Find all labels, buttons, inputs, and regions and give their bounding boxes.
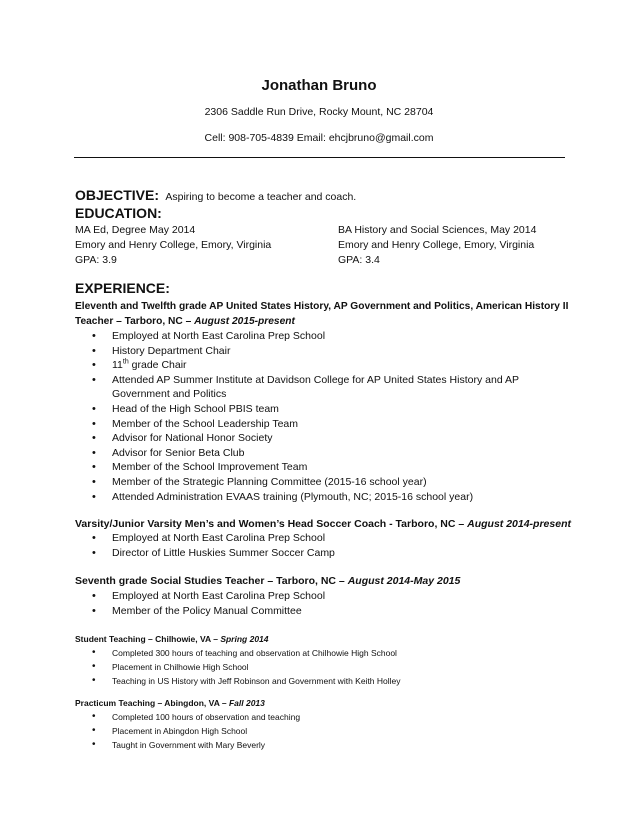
job-bullets — [92, 329, 522, 504]
experience-heading: EXPERIENCE: — [75, 280, 170, 296]
job-bullets — [92, 646, 401, 689]
job-date: August 2014-present — [467, 518, 571, 530]
job-title — [75, 300, 568, 329]
job-title — [75, 574, 460, 589]
candidate-name: Jonathan Bruno — [261, 77, 377, 94]
job-title-line: Student Teaching – Chilhowie, VA – — [75, 634, 221, 644]
contact-line: Cell: 908-705-4839 Email: ehcjbruno@gmail.com — [204, 132, 434, 144]
objective-heading: OBJECTIVE: — [75, 187, 160, 203]
grade-number: 11 — [112, 359, 123, 372]
address-line: 2306 Saddle Run Drive, Rocky Mount, NC 28704 — [204, 106, 434, 118]
education-gpa: GPA: 3.4 — [338, 254, 380, 266]
list-item: • History Department Chair — [92, 344, 522, 359]
list-item: • Member of the School Leadership Team — [92, 417, 522, 432]
grade-label: grade Chair — [131, 359, 187, 372]
job-bullets — [92, 589, 325, 618]
job-date: August 2014-May 2015 — [347, 575, 461, 587]
grade-suffix: th — [122, 358, 129, 366]
job-bullets — [92, 710, 300, 753]
job-title-line: Eleventh and Twelfth grade AP United States History, AP Government and Politics, American History II — [75, 301, 569, 312]
list-item: • Attended AP Summer Institute at Davidson College for AP United States History and AP Government and Politics — [92, 373, 522, 402]
list-item: • Director of Little Huskies Summer Soccer Camp — [92, 546, 335, 561]
list-item: • Placement in Chilhowie High School — [92, 660, 401, 674]
education-gpa: GPA: 3.9 — [75, 254, 117, 266]
list-item: • Taught in Government with Mary Beverly — [92, 738, 300, 752]
list-item: • Member of the School Improvement Team — [92, 460, 522, 475]
list-item: • Head of the High School PBIS team — [92, 402, 522, 417]
list-item: • Completed 300 hours of teaching and observation at Chilhowie High School — [92, 646, 401, 660]
list-item: • Teaching in US History with Jeff Robinson and Government with Keith Holley — [92, 674, 401, 688]
list-item: • Member of the Strategic Planning Committee (2015-16 school year) — [92, 475, 522, 490]
job-title-line: Varsity/Junior Varsity Men’s and Women’s Head Soccer Coach - Tarboro, NC – — [75, 518, 468, 530]
job-title-line: Seventh grade Social Studies Teacher – Tarboro, NC – — [75, 575, 348, 587]
objective-text: Aspiring to become a teacher and coach. — [165, 191, 357, 203]
job-title — [75, 517, 571, 532]
job-bullets — [92, 531, 335, 560]
objective-section — [75, 187, 356, 203]
education-degree: MA Ed, Degree May 2014 — [75, 224, 196, 236]
education-right — [338, 223, 536, 268]
education-school: Emory and Henry College, Emory, Virginia — [75, 239, 272, 251]
list-item: • Employed at North East Carolina Prep School — [92, 589, 325, 604]
list-item: • Employed at North East Carolina Prep School — [92, 531, 335, 546]
job-title — [75, 634, 269, 644]
list-item — [92, 358, 522, 373]
education-degree: BA History and Social Sciences, May 2014 — [338, 224, 537, 236]
list-item: • Advisor for Senior Beta Club — [92, 446, 522, 461]
education-school: Emory and Henry College, Emory, Virginia — [338, 239, 535, 251]
list-item: • Completed 100 hours of observation and teaching — [92, 710, 300, 724]
list-item: • Employed at North East Carolina Prep School — [92, 329, 522, 344]
education-heading: EDUCATION: — [75, 205, 162, 221]
job-date: Fall 2013 — [228, 698, 265, 708]
job-date: August 2015-present — [194, 315, 295, 327]
job-date: Spring 2014 — [220, 634, 269, 644]
education-left — [75, 223, 271, 268]
list-item: • Member of the Policy Manual Committee — [92, 604, 325, 619]
header-divider — [74, 157, 565, 158]
job-title-line: Teacher – Tarboro, NC – — [75, 315, 195, 327]
list-item: • Advisor for National Honor Society — [92, 431, 522, 446]
list-item: • Placement in Abingdon High School — [92, 724, 300, 738]
job-title — [75, 698, 265, 708]
job-title-line: Practicum Teaching – Abingdon, VA – — [75, 698, 229, 708]
list-item: • Attended Administration EVAAS training (Plymouth, NC; 2015-16 school year) — [92, 490, 522, 505]
